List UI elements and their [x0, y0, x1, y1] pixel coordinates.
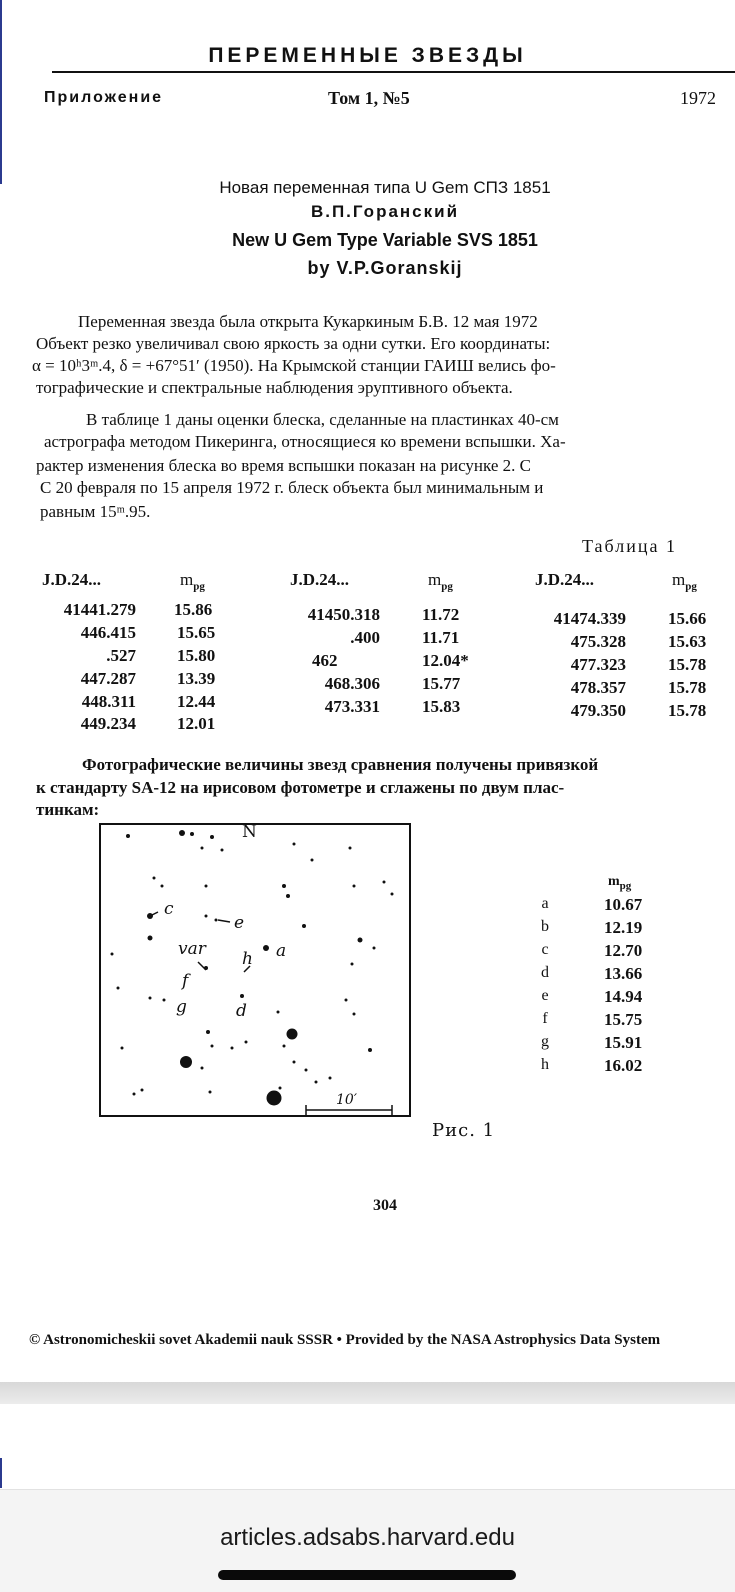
star [121, 1047, 124, 1050]
star [201, 847, 204, 850]
table-cell-jd: 446.415 [80, 623, 136, 642]
browser-address-bar[interactable] [0, 1489, 735, 1592]
page-edge-marker [0, 0, 2, 184]
article-title-en: New U Gem Type Variable SVS 1851 [232, 230, 538, 250]
m-subscript: pg [193, 580, 205, 593]
star [282, 884, 286, 888]
star [211, 1045, 214, 1048]
home-indicator[interactable] [218, 1570, 516, 1580]
comparison-letter: b [541, 918, 549, 935]
table-cell-jd: 473.331 [324, 697, 380, 716]
north-label: N [242, 822, 257, 842]
paragraph-line: α = 10ʰ3ᵐ.4, δ = +67°51′ (1950). На Крымской станции ГАИШ велись фо- [32, 356, 556, 375]
article-author-en: by V.P.Goranskij [307, 258, 463, 278]
table-cell-mag: 15.78 [668, 701, 707, 720]
page-number: 304 [373, 1197, 397, 1214]
star [353, 1013, 356, 1016]
column-header-jd: J.D.24... [535, 570, 595, 589]
label-g: g [176, 997, 187, 1017]
paragraph-line: тографические и спектральные наблюдения эруптивного объекта. [36, 378, 513, 397]
pointer-var [198, 962, 206, 970]
star [368, 1048, 372, 1052]
star [311, 859, 314, 862]
star [293, 843, 296, 846]
figure-caption: Рис. 1 [432, 1120, 496, 1141]
finder-chart-labels [164, 822, 358, 1108]
column-header-jd: J.D.24... [290, 570, 350, 589]
star [353, 885, 356, 888]
comparison-mag: 12.19 [604, 918, 643, 937]
url-text[interactable]: articles.adsabs.harvard.edu [220, 1524, 515, 1551]
column-header-m [180, 570, 205, 592]
star [180, 1056, 192, 1068]
table-cell-jd: .400 [350, 628, 380, 647]
table-cell-jd: 41474.339 [553, 609, 626, 628]
star [117, 987, 120, 990]
m-symbol: m [608, 874, 620, 889]
star [201, 1067, 204, 1070]
table-cell-mag: 15.77 [422, 674, 461, 693]
star [277, 1011, 280, 1014]
star [286, 894, 290, 898]
column-header-m [672, 570, 697, 592]
comparison-mag: 10.67 [604, 895, 643, 914]
star [111, 953, 114, 956]
article-author-ru: В.П.Горанский [310, 202, 460, 221]
star [351, 963, 354, 966]
finder-chart [94, 820, 416, 1132]
table-cell-mag: 15.78 [668, 655, 707, 674]
m-subscript: pg [441, 580, 453, 593]
label-a: a [276, 941, 287, 961]
star [205, 885, 208, 888]
table-cell-mag: 15.80 [177, 646, 216, 665]
star [209, 1091, 212, 1094]
star [133, 1093, 136, 1096]
table-cell-mag: 13.39 [177, 669, 216, 688]
table-cell-jd: 449.234 [80, 714, 136, 733]
star [329, 1077, 332, 1080]
comparison-mag: 12.70 [604, 941, 643, 960]
star [153, 877, 156, 880]
header-rule [52, 71, 735, 73]
m-symbol: m [428, 570, 442, 589]
page-bottom-edge [0, 1382, 735, 1404]
paragraph-line: С 20 февраля по 15 апреля 1972 г. блеск объекта был минимальным и [40, 478, 544, 497]
m-subscript: pg [685, 580, 697, 593]
star [148, 936, 153, 941]
table-cell-mag: 15.63 [668, 632, 707, 651]
star [210, 835, 214, 839]
star [283, 1045, 286, 1048]
article-title-ru: Новая переменная типа U Gem СПЗ 1851 [219, 178, 551, 197]
paragraph-line: Объект резко увеличивал свою яркость за одни сутки. Его координаты: [36, 334, 551, 353]
paragraph-line: тинкам: [36, 800, 100, 819]
star [215, 919, 218, 922]
label-d: d [236, 1001, 247, 1021]
page-edge-marker [0, 1458, 2, 1488]
comparison-letter: f [542, 1010, 548, 1027]
star [315, 1081, 318, 1084]
star [345, 999, 348, 1002]
finder-chart-frame [100, 824, 410, 1116]
comparison-letter: d [541, 964, 549, 981]
star [126, 834, 130, 838]
table-cell-jd: .527 [106, 646, 136, 665]
star [141, 1089, 144, 1092]
star [293, 1061, 296, 1064]
comparison-mag: 14.94 [604, 987, 643, 1006]
pointer-e [218, 920, 230, 922]
column-header-m [428, 570, 453, 592]
comparison-letter: e [541, 987, 549, 1004]
table-cell-jd: 478.357 [570, 678, 626, 697]
column-header-jd: J.D.24... [42, 570, 102, 589]
comparison-mag: 16.02 [604, 1056, 643, 1075]
paragraph-line: В таблице 1 даны оценки блеска, сделанные на пластинках 40-см [86, 410, 559, 429]
star [302, 924, 306, 928]
star [245, 1041, 248, 1044]
m-subscript: pg [619, 879, 632, 892]
journal-title: ПЕРЕМЕННЫЕ ЗВЕЗДЫ [208, 44, 527, 67]
star [373, 947, 376, 950]
comparison-letter: c [541, 941, 549, 958]
star [190, 832, 194, 836]
star [391, 893, 394, 896]
table-cell-mag: 11.72 [422, 605, 460, 624]
table-cell-mag: 15.86 [174, 600, 213, 619]
star [279, 1087, 282, 1090]
paragraph-line: к стандарту SA-12 на ирисовом фотометре и сглажены по двум плас- [36, 778, 565, 797]
footer-credit: © Astronomicheskii sovet Akademii nauk SSSR • Provided by the NASA Astrophysics Data System [29, 1332, 661, 1348]
star [149, 997, 152, 1000]
star [161, 885, 164, 888]
star [383, 881, 386, 884]
star [287, 1029, 298, 1040]
paragraph-line: Переменная звезда была открыта Кукаркиным Б.В. 12 мая 1972 [78, 312, 538, 331]
table-cell-jd: 479.350 [570, 701, 626, 720]
table-cell-mag: 12.01 [177, 714, 216, 733]
star [358, 938, 363, 943]
year-label: 1972 [680, 88, 716, 108]
star [163, 999, 166, 1002]
label-c: c [164, 899, 174, 919]
table-cell-jd: 475.328 [570, 632, 626, 651]
table-cell-jd: 41441.279 [63, 600, 136, 619]
star [349, 847, 352, 850]
label-e: e [234, 913, 245, 933]
table-cell-jd: 41450.318 [307, 605, 380, 624]
comparison-header [608, 874, 631, 892]
table-cell-mag: 15.78 [668, 678, 707, 697]
table-cell-jd: 447.287 [80, 669, 136, 688]
m-symbol: m [180, 570, 194, 589]
table-cell-jd: 468.306 [324, 674, 380, 693]
table-cell-jd: 448.311 [81, 692, 136, 711]
label-f: f [182, 971, 189, 991]
star [205, 915, 208, 918]
star [206, 1030, 210, 1034]
volume-label: Том 1, №5 [328, 88, 410, 108]
star [179, 830, 185, 836]
table-cell-mag: 12.04* [422, 651, 469, 670]
label-h: h [242, 949, 253, 969]
table-cell-mag: 12.44 [177, 692, 216, 711]
table-caption: Таблица 1 [582, 536, 677, 556]
paragraph-line: астрографа методом Пикеринга, относящиеся ко времени вспышки. Ха- [44, 432, 566, 451]
scroll-area[interactable] [0, 1404, 735, 1489]
comparison-letter: a [541, 895, 549, 912]
comparison-mag: 13.66 [604, 964, 643, 983]
table-cell-mag: 11.71 [422, 628, 460, 647]
table-cell-jd: 462 [312, 651, 338, 670]
star [305, 1069, 308, 1072]
m-symbol: m [672, 570, 686, 589]
paragraph-line: Фотографические величины звезд сравнения получены привязкой [82, 755, 599, 774]
table-cell-mag: 15.65 [177, 623, 216, 642]
paragraph-line: равным 15ᵐ.95. [40, 502, 151, 521]
star [221, 849, 224, 852]
table-cell-mag: 15.66 [668, 609, 707, 628]
comparison-mag: 15.75 [604, 1010, 643, 1029]
star-d [240, 994, 244, 998]
table-cell-jd: 477.323 [570, 655, 626, 674]
supplement-label: Приложение [44, 89, 164, 106]
paragraph-line: рактер изменения блеска во время вспышки показан на рисунке 2. С [36, 456, 531, 475]
star [267, 1091, 282, 1106]
star-a [263, 945, 269, 951]
scale-label: 10′ [336, 1092, 357, 1108]
comparison-mag: 15.91 [604, 1033, 643, 1052]
star [231, 1047, 234, 1050]
label-var: var [178, 939, 206, 959]
comparison-letter: h [541, 1056, 549, 1073]
comparison-letter: g [541, 1033, 549, 1050]
table-cell-mag: 15.83 [422, 697, 461, 716]
